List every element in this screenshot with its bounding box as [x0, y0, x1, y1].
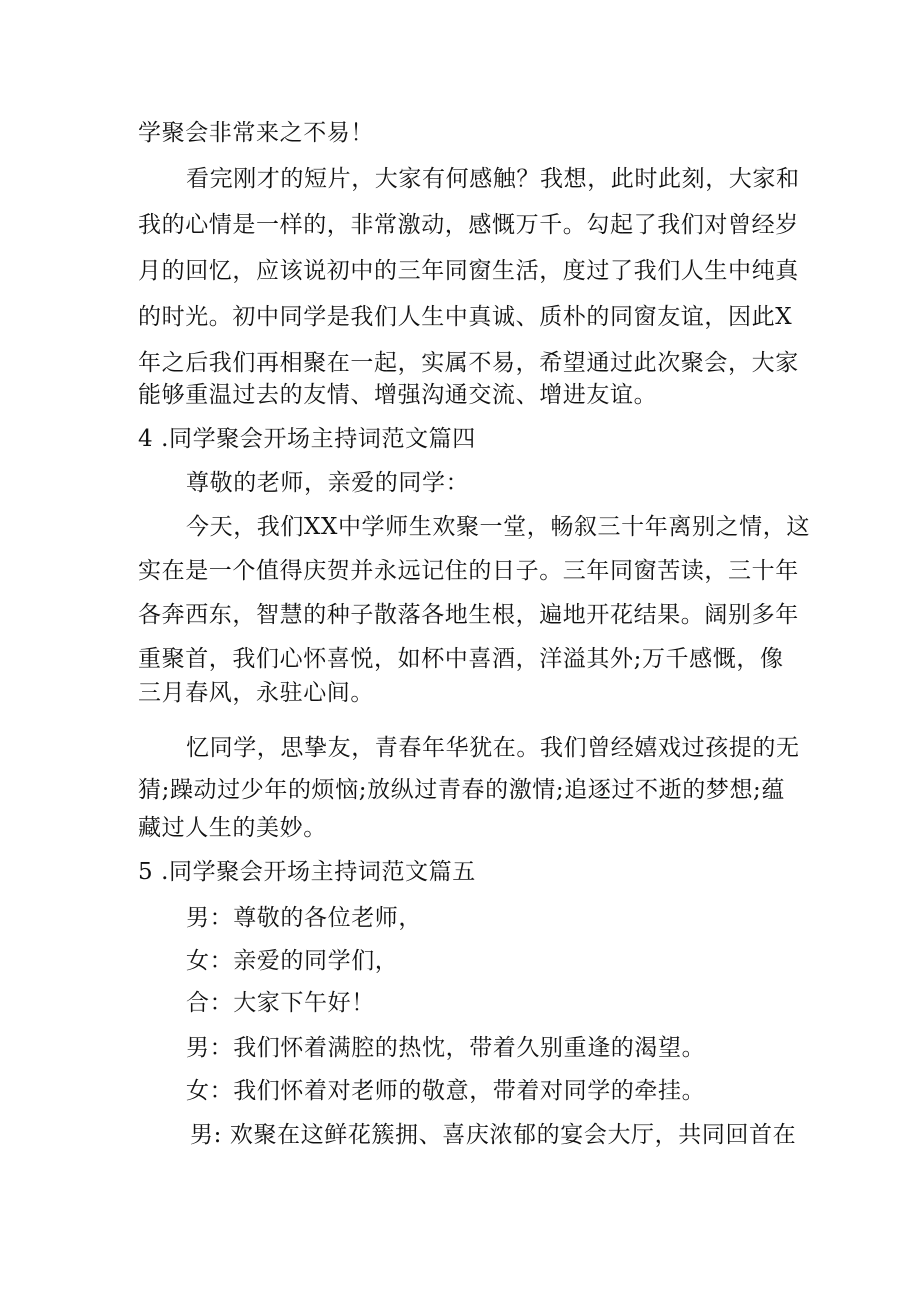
dialogue-line: 男：尊敬的各位老师，	[186, 905, 422, 931]
text-line: 学聚会非常来之不易！	[138, 120, 374, 146]
text-line: 月的回忆，应该说初中的三年同窗生活，度过了我们人生中纯真	[138, 258, 799, 284]
text-line: 实在是一个值得庆贺并永远记住的日子。三年同窗苦读，三十年	[138, 558, 799, 584]
section-heading: 5 .同学聚会开场主持词范文篇五	[138, 859, 476, 885]
text-line: 能够重温过去的友情、增强沟通交流、增进友谊。	[138, 382, 658, 408]
text-line: 的时光。初中同学是我们人生中真诚、质朴的同窗友谊，因此X	[138, 304, 793, 330]
text-line: 年之后我们再相聚在一起，实属不易，希望通过此次聚会，大家	[138, 350, 799, 376]
text-line: 三月春风，永驻心间。	[138, 680, 374, 706]
paragraph-first-line: 忆同学，思挚友，青春年华犹在。我们曾经嬉戏过孩提的无	[186, 735, 800, 761]
dialogue-line: 男：我们怀着满腔的热忱，带着久别重逢的渴望。	[186, 1035, 706, 1061]
salutation: 尊敬的老师，亲爱的同学：	[186, 470, 470, 496]
text-line: 藏过人生的美妙。	[138, 815, 327, 841]
text-line: 我的心情是一样的，非常激动，感慨万千。勾起了我们对曾经岁	[138, 212, 799, 238]
text-line: 各奔西东，智慧的种子散落各地生根，遍地开花结果。阔别多年	[138, 602, 799, 628]
dialogue-line: 男: 欢聚在这鲜花簇拥、喜庆浓郁的宴会大厅，共同回首在	[190, 1122, 797, 1148]
text-line: 猜;躁动过少年的烦恼;放纵过青春的激情;追逐过不逝的梦想;蕴	[138, 777, 785, 803]
paragraph-first-line: 今天，我们XX中学师生欢聚一堂，畅叙三十年离别之情，这	[186, 514, 810, 540]
dialogue-line: 女：我们怀着对老师的敬意，带着对同学的牵挂。	[186, 1078, 706, 1104]
dialogue-line: 女：亲爱的同学们，	[186, 948, 399, 974]
dialogue-line: 合：大家下午好！	[186, 990, 375, 1016]
text-line: 重聚首，我们心怀喜悦，如杯中喜酒，洋溢其外;万千感慨，像	[138, 646, 784, 672]
paragraph-first-line: 看完刚才的短片，大家有何感触？我想，此时此刻，大家和	[186, 166, 800, 192]
section-heading: 4 .同学聚会开场主持词范文篇四	[138, 426, 476, 452]
